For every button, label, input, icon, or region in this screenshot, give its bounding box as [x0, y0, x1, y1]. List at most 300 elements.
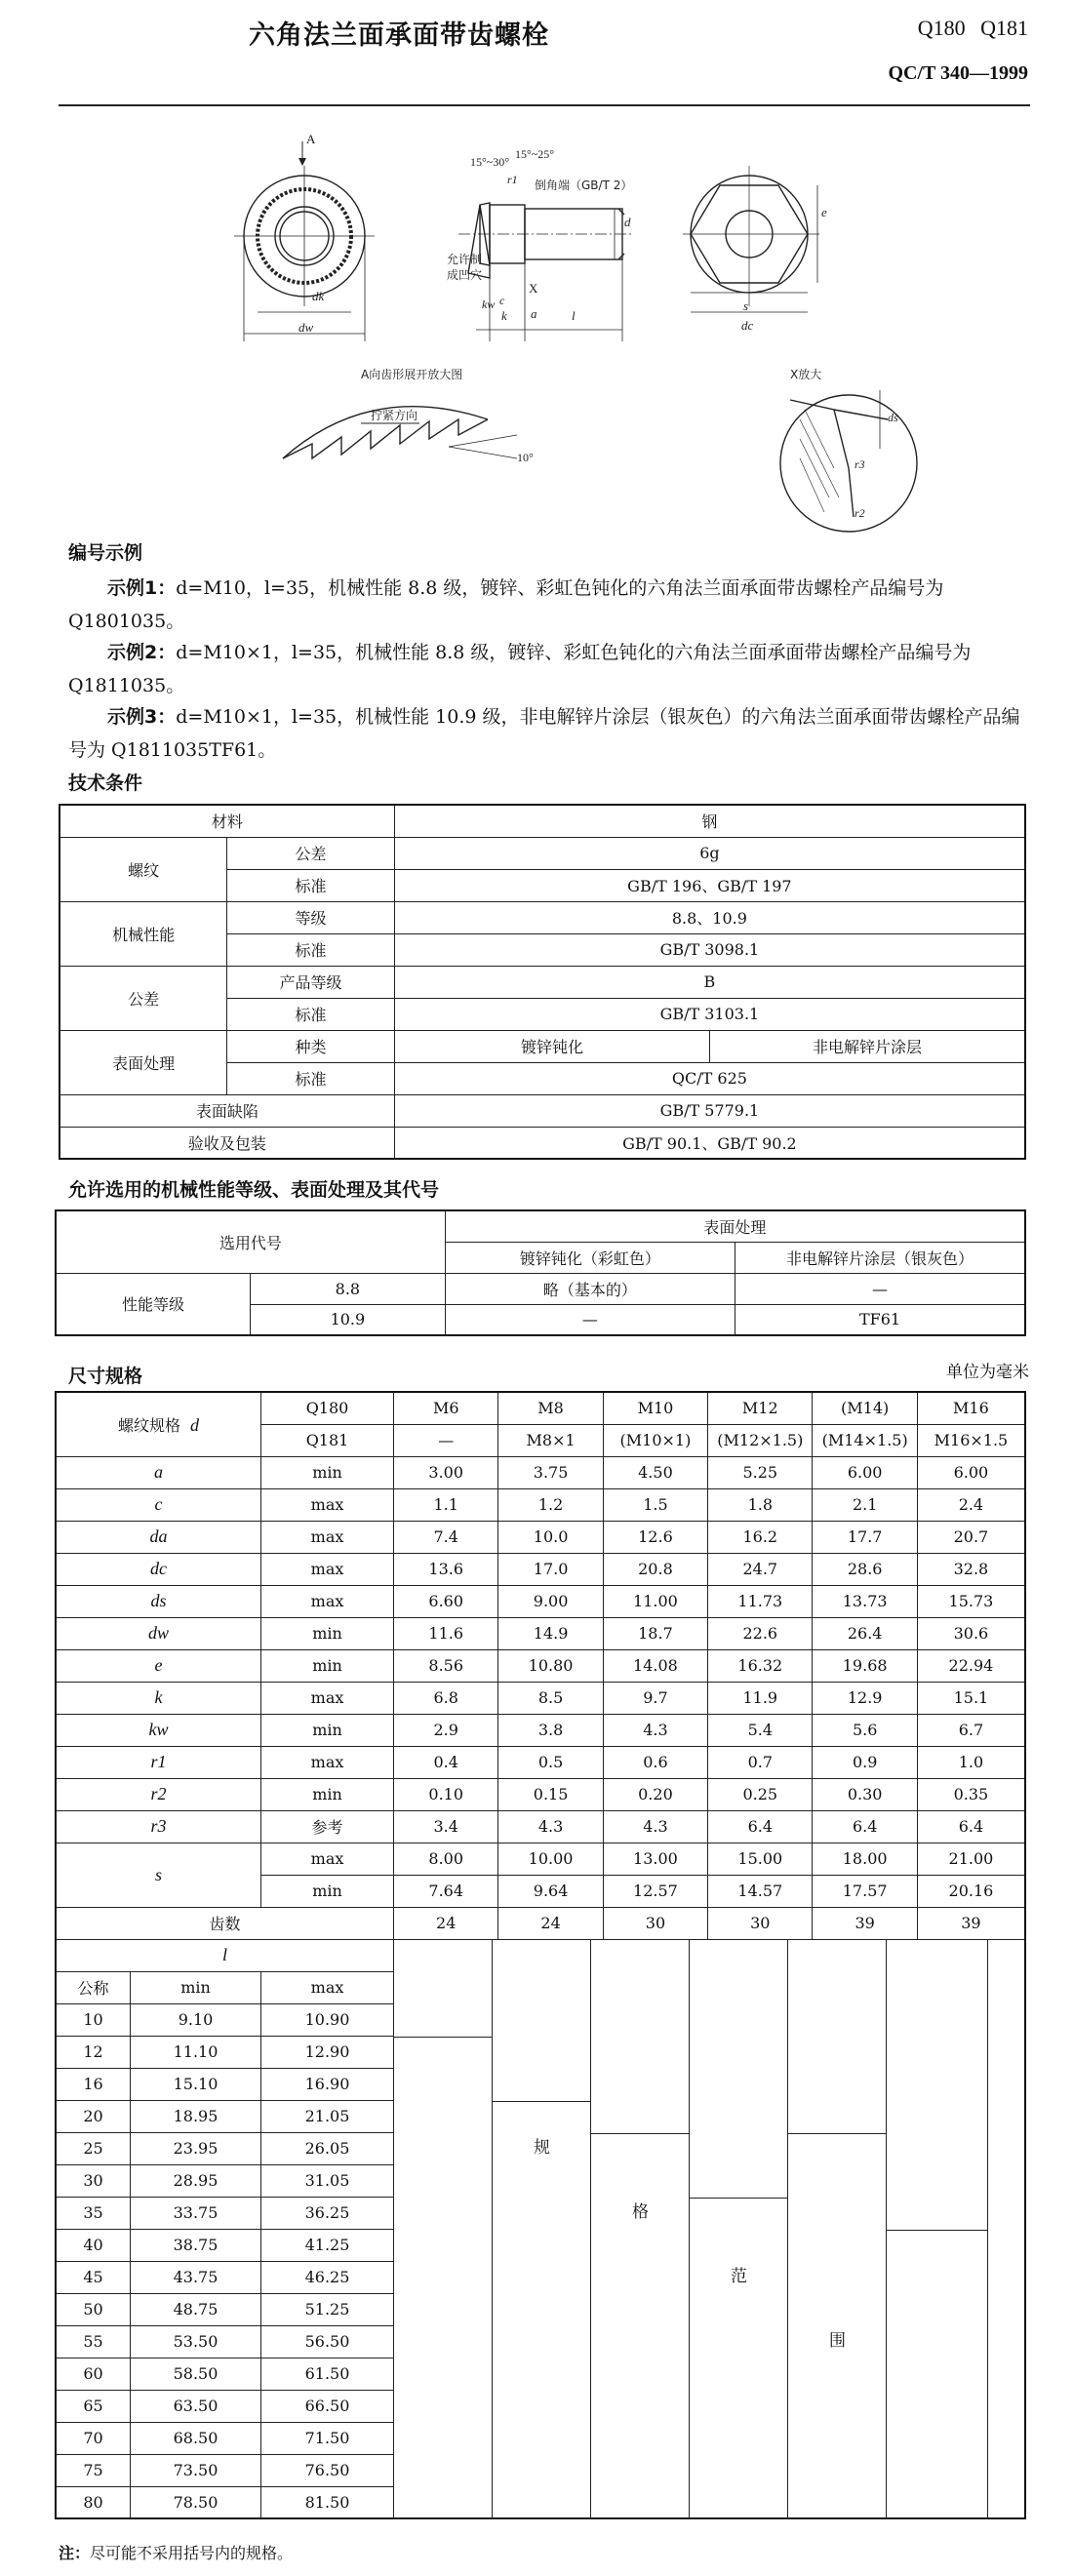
dw-label: dw: [298, 320, 314, 335]
l-min: 9.10: [131, 2003, 261, 2036]
param-symbol: e: [56, 1649, 260, 1682]
d-dim-label: d: [624, 215, 631, 229]
param-value: 11.00: [603, 1585, 707, 1617]
surface-std-value: QC/T 625: [394, 1062, 1025, 1094]
footnote: [59, 2541, 293, 2563]
size-181: (M10×1): [603, 1424, 707, 1456]
l-max-header: max: [260, 1971, 393, 2003]
param-symbol: kw: [56, 1714, 260, 1746]
kind-2: 非电解锌片涂层: [710, 1030, 1025, 1062]
grade-1-s1: 略（基本的）: [445, 1273, 735, 1304]
l-max: 61.50: [260, 2358, 393, 2390]
param-value: 6.7: [917, 1714, 1025, 1746]
size-180: M10: [603, 1392, 707, 1424]
surface-label: 表面处理: [60, 1030, 227, 1094]
param-value: 10.0: [498, 1521, 603, 1553]
param-value: 4.3: [603, 1810, 707, 1843]
l-nominal: 25: [56, 2132, 131, 2164]
l-max: 41.25: [260, 2229, 393, 2261]
l-min-header: min: [131, 1971, 261, 2003]
param-value: 6.00: [813, 1456, 917, 1488]
footnote-label: 注：: [59, 2544, 91, 2562]
l-nominal: 75: [56, 2454, 131, 2486]
grade-1: 8.8: [251, 1273, 446, 1304]
param-kind: max: [260, 1682, 393, 1714]
l-min: 63.50: [131, 2390, 261, 2422]
q180-label: Q180: [260, 1392, 393, 1424]
param-symbol: dw: [56, 1617, 260, 1649]
size-181: (M14×1.5): [813, 1424, 917, 1456]
param-value: 3.8: [498, 1714, 603, 1746]
l-max: 46.25: [260, 2261, 393, 2293]
param-value: 20.7: [917, 1521, 1025, 1553]
l-nominal: 55: [56, 2325, 131, 2358]
defect-value: GB/T 5779.1: [394, 1094, 1025, 1127]
s-max-value: 10.00: [498, 1843, 603, 1875]
a-arrow-label: A: [306, 132, 316, 146]
example-1: [68, 572, 1024, 638]
param-value: 22.94: [917, 1649, 1025, 1682]
s-min-value: 14.57: [708, 1875, 813, 1907]
codes-heading: 允许选用的机械性能等级、表面处理及其代号: [68, 1179, 440, 1201]
param-symbol: da: [56, 1521, 260, 1553]
range-char: 范: [731, 2266, 748, 2286]
size-180: M12: [708, 1392, 813, 1424]
param-value: 15.1: [917, 1682, 1025, 1714]
range-blank: [886, 1939, 988, 2230]
l-nominal: 30: [56, 2164, 131, 2197]
param-value: 6.60: [394, 1585, 498, 1617]
r3-label: r3: [854, 457, 865, 471]
product-grade-label: 产品等级: [227, 966, 395, 998]
codes-table: [55, 1209, 1026, 1336]
param-value: 0.30: [813, 1778, 917, 1810]
param-value: 0.9: [813, 1746, 917, 1778]
spec-label-cell: [56, 1392, 260, 1456]
param-symbol: c: [56, 1488, 260, 1521]
e-dim-label: e: [821, 205, 827, 219]
param-value: 15.73: [917, 1585, 1025, 1617]
recess-label-1: 允许制: [447, 253, 483, 266]
param-value: 12.9: [813, 1682, 917, 1714]
param-value: 16.2: [708, 1521, 813, 1553]
thread-std-value: GB/T 196、GB/T 197: [394, 869, 1025, 901]
defect-label: 表面缺陷: [60, 1094, 394, 1127]
code-label: 选用代号: [56, 1210, 445, 1273]
param-value: 18.7: [603, 1617, 707, 1649]
l-min: 23.95: [131, 2132, 261, 2164]
param-value: 0.5: [498, 1746, 603, 1778]
range-blank: [689, 1939, 788, 2198]
top-view-hex: [683, 166, 819, 312]
param-kind: max: [260, 1746, 393, 1778]
header-rule: [59, 104, 1030, 106]
range-blank: [787, 1939, 887, 2133]
param-value: 4.3: [498, 1810, 603, 1843]
param-value: 1.1: [394, 1488, 498, 1521]
nominal-header: 公称: [56, 1971, 131, 2003]
param-value: 1.0: [917, 1746, 1025, 1778]
range-char: 围: [829, 2330, 847, 2351]
s-dim-label: s: [743, 298, 749, 313]
table-row: [56, 1488, 1025, 1521]
param-value: 0.15: [498, 1778, 603, 1810]
s-max-kind: max: [260, 1843, 393, 1875]
l-max: 10.90: [260, 2003, 393, 2036]
range-box: [886, 2230, 988, 2519]
angle-label-2: 15°~25°: [515, 147, 555, 161]
size-181: M16×1.5: [917, 1424, 1025, 1456]
table-row: [56, 1521, 1025, 1553]
param-value: 5.6: [813, 1714, 917, 1746]
param-kind: min: [260, 1714, 393, 1746]
param-value: 9.7: [603, 1682, 707, 1714]
table-row: [56, 1553, 1025, 1585]
kind-label: 种类: [227, 1030, 395, 1062]
l-min: 53.50: [131, 2325, 261, 2358]
example-2: [68, 636, 1024, 702]
table-row: [56, 1746, 1025, 1778]
param-value: 24.7: [708, 1553, 813, 1585]
example-1-label: 示例1：: [107, 577, 177, 599]
range-char: 格: [632, 2201, 650, 2222]
param-value: 0.35: [917, 1778, 1025, 1810]
side-view: [458, 203, 634, 341]
table-row: [56, 1392, 1025, 1424]
param-kind: min: [260, 1778, 393, 1810]
c-dim-label: c: [499, 294, 505, 307]
grade-2-s1: —: [445, 1304, 735, 1335]
range-blank: [590, 1939, 690, 2133]
table-row: [56, 1682, 1025, 1714]
dk-label: dk: [312, 289, 325, 303]
standard-number: QC/T 340—1999: [888, 62, 1028, 84]
param-symbol: ds: [56, 1585, 260, 1617]
param-value: 4.50: [603, 1456, 707, 1488]
s-min-kind: min: [260, 1875, 393, 1907]
param-symbol: a: [56, 1456, 260, 1488]
size-181: (M12×1.5): [708, 1424, 813, 1456]
param-value: 3.4: [394, 1810, 498, 1843]
s-max-value: 21.00: [917, 1843, 1025, 1875]
example-3-text: d=M10×1，l=35，机械性能 10.9 级，非电解锌片涂层（银灰色）的六角法兰面承面带齿螺栓产品编号为 Q1811035TF61。: [68, 706, 1020, 761]
surface-1: 镀锌钝化（彩虹色）: [445, 1242, 735, 1273]
teeth-value: 24: [498, 1907, 603, 1939]
range-area: [394, 1939, 1025, 2518]
range-blank: [492, 1939, 591, 2101]
param-value: 17.7: [813, 1521, 917, 1553]
product-codes: Q180 Q181: [917, 16, 1028, 40]
l-dim-label: l: [572, 308, 576, 323]
l-min: 78.50: [131, 2486, 261, 2518]
size-180: M16: [917, 1392, 1025, 1424]
s-min-value: 7.64: [394, 1875, 498, 1907]
l-nominal: 20: [56, 2100, 131, 2132]
thread-tol-value: 6g: [394, 837, 1025, 869]
param-value: 0.6: [603, 1746, 707, 1778]
l-max: 71.50: [260, 2422, 393, 2454]
size-180: M6: [394, 1392, 498, 1424]
tech-heading: 技术条件: [68, 773, 143, 794]
param-symbol: dc: [56, 1553, 260, 1585]
s-min-value: 9.64: [498, 1875, 603, 1907]
range-box: [393, 2037, 493, 2519]
l-min: 28.95: [131, 2164, 261, 2197]
s-min-value: 12.57: [603, 1875, 707, 1907]
teeth-value: 39: [917, 1907, 1025, 1939]
grade-2-s2: TF61: [735, 1304, 1025, 1335]
param-value: 1.5: [603, 1488, 707, 1521]
param-value: 28.6: [813, 1553, 917, 1585]
table-row: [56, 1939, 1025, 1971]
param-value: 11.73: [708, 1585, 813, 1617]
param-value: 2.4: [917, 1488, 1025, 1521]
l-nominal: 10: [56, 2003, 131, 2036]
table-row: [56, 1456, 1025, 1488]
kind-1: 镀锌钝化: [394, 1030, 709, 1062]
surface-2: 非电解锌片涂层（银灰色）: [735, 1242, 1025, 1273]
teeth-value: 39: [813, 1907, 917, 1939]
l-nominal: 35: [56, 2197, 131, 2229]
table-row: [56, 1649, 1025, 1682]
r1-label: r1: [507, 173, 518, 186]
thread-std-label: 标准: [227, 869, 395, 901]
l-max: 12.90: [260, 2036, 393, 2068]
param-symbol: r1: [56, 1746, 260, 1778]
l-min: 48.75: [131, 2293, 261, 2325]
param-value: 5.25: [708, 1456, 813, 1488]
range-box: [689, 2198, 788, 2519]
product-grade-value: B: [394, 966, 1025, 998]
bolt-drawing: [224, 127, 1063, 536]
l-min: 15.10: [131, 2068, 261, 2100]
spec-label: 螺纹规格: [117, 1415, 180, 1435]
l-max: 36.25: [260, 2197, 393, 2229]
l-nominal: 70: [56, 2422, 131, 2454]
param-kind: max: [260, 1521, 393, 1553]
mech-grade-value: 8.8、10.9: [394, 901, 1025, 933]
r2-label: r2: [854, 506, 865, 520]
k-dim-label: k: [501, 308, 507, 323]
kw-dim-label: kw: [482, 297, 496, 311]
example-2-text: d=M10×1，l=35，机械性能 8.8 级，镀锌、彩虹色钝化的六角法兰面承面带齿螺栓产品编号为 Q1811035。: [68, 642, 972, 696]
example-2-label: 示例2：: [107, 642, 177, 663]
l-max: 66.50: [260, 2390, 393, 2422]
param-value: 3.00: [394, 1456, 498, 1488]
param-value: 12.6: [603, 1521, 707, 1553]
l-min: 11.10: [131, 2036, 261, 2068]
param-value: 0.10: [394, 1778, 498, 1810]
s-min-value: 17.57: [813, 1875, 917, 1907]
s-symbol: s: [56, 1843, 260, 1907]
l-nominal: 45: [56, 2261, 131, 2293]
l-nominal: 16: [56, 2068, 131, 2100]
s-max-value: 18.00: [813, 1843, 917, 1875]
size-181: —: [394, 1424, 498, 1456]
param-value: 0.20: [603, 1778, 707, 1810]
param-value: 6.4: [813, 1810, 917, 1843]
material-label: 材料: [60, 805, 394, 837]
range-box: [590, 2133, 690, 2519]
param-value: 6.4: [708, 1810, 813, 1843]
table-row: [56, 1585, 1025, 1617]
ds-label: ds: [888, 411, 898, 424]
param-value: 13.6: [394, 1553, 498, 1585]
param-value: 11.6: [394, 1617, 498, 1649]
ten-degree-label: 10°: [517, 451, 534, 464]
table-row: [56, 1810, 1025, 1843]
param-value: 11.9: [708, 1682, 813, 1714]
example-1-text: d=M10，l=35，机械性能 8.8 级，镀锌、彩虹色钝化的六角法兰面承面带齿螺栓产品编号为 Q1801035。: [68, 577, 944, 632]
dims-table-body: [56, 1392, 1025, 2518]
l-max: 56.50: [260, 2325, 393, 2358]
page-header: [0, 0, 1073, 112]
example-3-label: 示例3：: [107, 706, 177, 728]
recess-label-2: 成凹穴: [447, 268, 483, 282]
mech-grade-label: 等级: [227, 901, 395, 933]
teeth-value: 30: [708, 1907, 813, 1939]
l-min: 18.95: [131, 2100, 261, 2132]
l-nominal: 60: [56, 2358, 131, 2390]
grade-1-s2: —: [735, 1273, 1025, 1304]
l-min: 73.50: [131, 2454, 261, 2486]
dims-table: [55, 1391, 1026, 2519]
l-max: 26.05: [260, 2132, 393, 2164]
range-char: 规: [534, 2137, 551, 2158]
l-nominal: 50: [56, 2293, 131, 2325]
param-kind: max: [260, 1585, 393, 1617]
param-value: 30.6: [917, 1617, 1025, 1649]
l-max: 76.50: [260, 2454, 393, 2486]
l-max: 16.90: [260, 2068, 393, 2100]
param-symbol: r3: [56, 1810, 260, 1843]
range-box: [492, 2101, 591, 2519]
l-symbol: l: [56, 1939, 394, 1971]
l-min: 38.75: [131, 2229, 261, 2261]
thread-label: 螺纹: [60, 837, 227, 901]
param-value: 6.4: [917, 1810, 1025, 1843]
param-value: 20.8: [603, 1553, 707, 1585]
param-value: 2.1: [813, 1488, 917, 1521]
pack-label: 验收及包装: [60, 1127, 394, 1159]
spec-symbol: d: [190, 1414, 199, 1435]
table-row: [56, 1617, 1025, 1649]
param-value: 8.5: [498, 1682, 603, 1714]
a-view-face: [234, 166, 375, 341]
param-value: 2.9: [394, 1714, 498, 1746]
param-value: 14.9: [498, 1617, 603, 1649]
x-view-caption: X放大: [790, 368, 822, 381]
param-value: 9.00: [498, 1585, 603, 1617]
tighten-direction-label: 拧紧方向: [371, 409, 418, 422]
l-nominal: 12: [56, 2036, 131, 2068]
l-min: 43.75: [131, 2261, 261, 2293]
l-max: 81.50: [260, 2486, 393, 2518]
pack-value: GB/T 90.1、GB/T 90.2: [394, 1127, 1025, 1159]
q181-label: Q181: [260, 1424, 393, 1456]
a-view-caption: A向齿形展开放大图: [361, 368, 463, 381]
param-value: 17.0: [498, 1553, 603, 1585]
param-value: 3.75: [498, 1456, 603, 1488]
table-row: [56, 1907, 1025, 1939]
param-kind: min: [260, 1649, 393, 1682]
param-value: 0.4: [394, 1746, 498, 1778]
examples-heading: 编号示例: [68, 542, 143, 564]
table-row: [56, 1778, 1025, 1810]
param-value: 22.6: [708, 1617, 813, 1649]
dc-dim-label: dc: [741, 318, 754, 333]
size-181: M8×1: [498, 1424, 603, 1456]
mech-std-label: 标准: [227, 933, 395, 966]
param-value: 16.32: [708, 1649, 813, 1682]
l-max: 51.25: [260, 2293, 393, 2325]
param-value: 10.80: [498, 1649, 603, 1682]
s-min-value: 20.16: [917, 1875, 1025, 1907]
param-kind: 参考: [260, 1810, 393, 1843]
table-row: [56, 1843, 1025, 1875]
teeth-label: 齿数: [56, 1907, 394, 1939]
teeth-value: 24: [394, 1907, 498, 1939]
s-max-value: 8.00: [394, 1843, 498, 1875]
param-value: 1.2: [498, 1488, 603, 1521]
l-max: 31.05: [260, 2164, 393, 2197]
size-180: (M14): [813, 1392, 917, 1424]
surface-header: 表面处理: [445, 1210, 1025, 1242]
tech-table: [59, 804, 1026, 1160]
l-max: 21.05: [260, 2100, 393, 2132]
tol-label: 公差: [60, 966, 227, 1030]
param-kind: min: [260, 1456, 393, 1488]
param-value: 6.00: [917, 1456, 1025, 1488]
l-min: 68.50: [131, 2422, 261, 2454]
a-dim-label: a: [531, 306, 537, 321]
mech-std-value: GB/T 3098.1: [394, 933, 1025, 966]
tol-std-label: 标准: [227, 998, 395, 1030]
footnote-text: 尽可能不采用括号内的规格。: [90, 2544, 294, 2562]
mech-label: 机械性能: [60, 901, 227, 966]
example-3: [68, 700, 1024, 767]
param-value: 6.8: [394, 1682, 498, 1714]
l-nominal: 40: [56, 2229, 131, 2261]
table-row: [56, 1714, 1025, 1746]
param-value: 19.68: [813, 1649, 917, 1682]
param-symbol: r2: [56, 1778, 260, 1810]
perf-label: 性能等级: [56, 1273, 251, 1335]
param-value: 7.4: [394, 1521, 498, 1553]
param-kind: max: [260, 1488, 393, 1521]
surface-std-label: 标准: [227, 1062, 395, 1094]
thread-tol-label: 公差: [227, 837, 395, 869]
angle-label-1: 15°~30°: [470, 155, 510, 169]
param-value: 0.25: [708, 1778, 813, 1810]
unit-label: 单位为毫米: [946, 1363, 1029, 1382]
param-value: 1.8: [708, 1488, 813, 1521]
grade-2: 10.9: [251, 1304, 446, 1335]
s-max-value: 15.00: [708, 1843, 813, 1875]
param-value: 14.08: [603, 1649, 707, 1682]
l-nominal: 80: [56, 2486, 131, 2518]
param-kind: min: [260, 1617, 393, 1649]
param-value: 4.3: [603, 1714, 707, 1746]
param-value: 8.56: [394, 1649, 498, 1682]
x-label: X: [529, 281, 538, 296]
size-180: M8: [498, 1392, 603, 1424]
param-value: 5.4: [708, 1714, 813, 1746]
s-max-value: 13.00: [603, 1843, 707, 1875]
dims-heading: 尺寸规格: [68, 1366, 143, 1387]
param-value: 26.4: [813, 1617, 917, 1649]
teeth-value: 30: [603, 1907, 707, 1939]
